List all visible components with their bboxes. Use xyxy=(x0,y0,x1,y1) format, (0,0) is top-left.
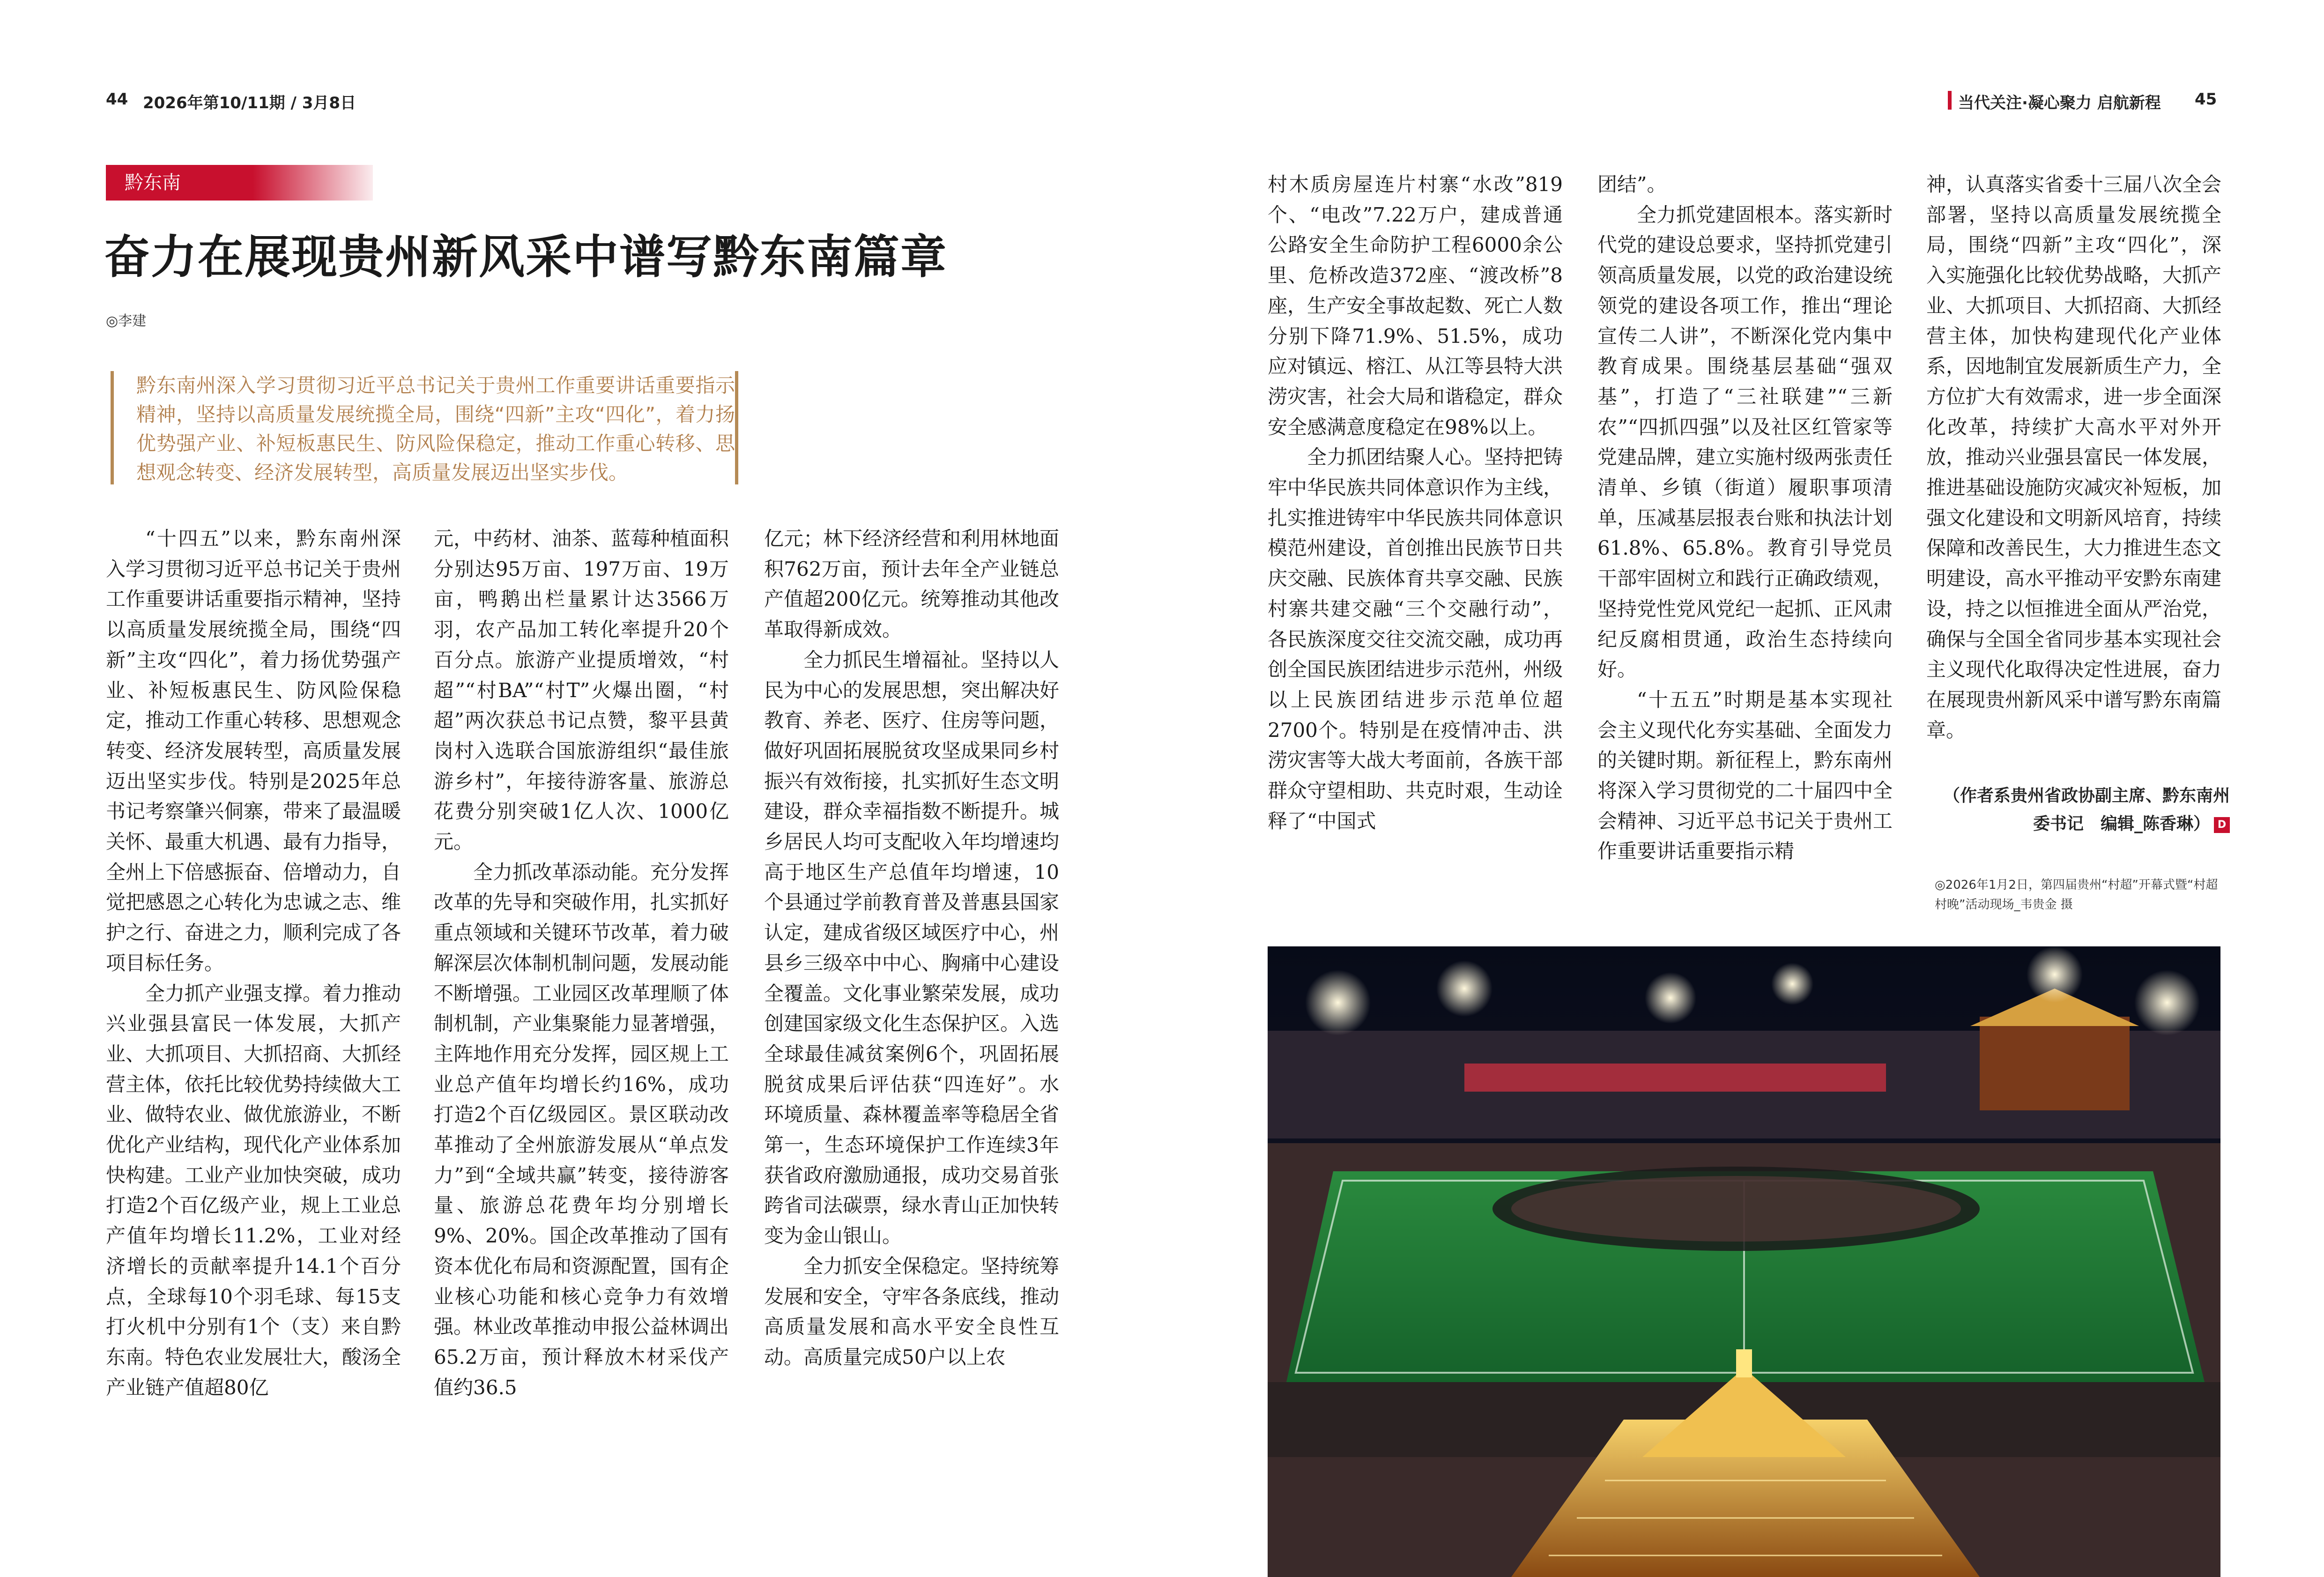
body-column-4 xyxy=(1268,170,1563,929)
paragraph: 全力抓安全保稳定。坚持统筹发展和安全，守牢各条底线，推动高质量发展和高水平安全良性互动。高质量完成50户以上农 xyxy=(764,1254,1060,1369)
body-column-5 xyxy=(1597,170,1893,929)
issue-info: 2026年第10/11期 / 3月8日 xyxy=(143,94,356,112)
right-section-title: 当代关注·凝心聚力 启航新程 xyxy=(1958,94,2161,112)
author: ◎李建 xyxy=(106,313,147,329)
end-mark-icon: D xyxy=(2214,817,2230,833)
stadium-illustration xyxy=(1268,946,2220,1577)
body-column-3 xyxy=(764,524,1059,1559)
photo-caption: ◎2026年1月2日，第四届贵州“村超”开幕式暨“村超村晚”活动现场_韦贵金 摄 xyxy=(1935,878,2218,912)
body-column-1 xyxy=(106,524,401,1559)
night-stadium-photo xyxy=(1268,946,2220,1577)
paragraph: 全力抓党建固根本。落实新时代党的建设总要求，坚持抓党建引领高质量发展，以党的政治建设统领党的建设各项工作，推出“理论宣传二人讲”，不断深化党内集中教育成果。围绕基层基础“强双基”，打造了“三社联建”“三新农”“四抓四强”以及社区红管家等党建品牌，建立实施村级两张责任清单、乡镇（街道）履职事项清单，压减基层报表台账和执法计划61.8%、65.8%。教育引导党员干部牢固树立和践行正确政绩观，坚持党性党风党纪一起抓、正风肃纪反腐相贯通，政治生态持续向好。 xyxy=(1597,203,1893,681)
paragraph: 元，中药材、油茶、蓝莓种植面积分别达95万亩、197万亩、19万亩，鸭鹅出栏量累计达3566万羽，农产品加工转化率提升20个百分点。旅游产业提质增效，“村超”“村BA”“村T”火爆出圈，“村超”两次获总书记点赞，黎平县黄岗村入选联合国旅游组织“最佳旅游乡村”，年接待游客量、旅游总花费分别突破1亿人次、1000亿元。 xyxy=(434,527,729,854)
paragraph: “十五五”时期是基本实现社会主义现代化夯实基础、全面发力的关键时期。新征程上，黔东南州将深入学习贯彻党的二十届四中全会精神、习近平总书记关于贵州工作重要讲话重要指示精 xyxy=(1597,688,1893,863)
paragraph: 神，认真落实省委十三届八次全会部署，坚持以高质量发展统揽全局，围绕“四新”主攻“四化”，深入实施强化比较优势战略，大抓产业、大抓项目、大抓招商、大抓经营主体，加快构建现代化产业体系，因地制宜发展新质生产力，全方位扩大有效需求，进一步全面深化改革，持续扩大高水平对外开放，推动兴业强县富民一体发展，推进基础设施防灾减灾补短板，加强文化建设和文明新风培育，持续保障和改善民生，大力推进生态文明建设，高水平推动平安黔东南建设，持之以恒推进全面从严治党，确保与全国全省同步基本实现社会主义现代化取得决定性进展，奋力在展现贵州新风采中谱写黔东南篇章。 xyxy=(1926,173,2222,742)
paragraph: 全力抓团结聚人心。坚持把铸牢中华民族共同体意识作为主线，扎实推进铸牢中华民族共同体意识模范州建设，首创推出民族节日共庆交融、民族体育共享交融、民族村寨共建交融“三个交融行动”，各民族深度交往交流交融，成功再创全国民族团结进步示范州，州级以上民族团结进步示范单位超2700个。特别是在疫情冲击、洪涝灾害等大战大考面前，各族干部群众守望相助、共克时艰，生动诠释了“中国式 xyxy=(1268,446,1563,833)
left-page-number: 44 xyxy=(106,90,128,109)
byline-text: （作者系贵州省政协副主席、黔东南州委书记 编辑_陈香琳） xyxy=(1943,786,2230,833)
paragraph: 团结”。 xyxy=(1597,173,1667,196)
paragraph: “十四五”以来，黔东南州深入学习贯彻习近平总书记关于贵州工作重要讲话重要指示精神，坚持以高质量发展统揽全局，围绕“四新”主攻“四化”，着力扬优势强产业、补短板惠民生、防风险保稳定，推动工作重心转移、思想观念转变、经济发展转型，高质量发展迈出坚实步伐。特别是2025年总书记考察肇兴侗寨，带来了最温暖关怀、最重大机遇、最有力指导，全州上下倍感振奋、倍增动力，自觉把感恩之心转化为忠诚之志、维护之行、奋进之力，顺利完成了各项目标任务。 xyxy=(106,527,401,974)
section-tag: 黔东南 xyxy=(106,165,373,201)
section-marker xyxy=(1948,91,1952,110)
author-byline xyxy=(1935,781,2230,838)
paragraph: 全力抓民生增福祉。坚持以人民为中心的发展思想，突出解决好教育、养老、医疗、住房等问题，做好巩固拓展脱贫攻坚成果同乡村振兴有效衔接，扎实抓好生态文明建设，群众幸福指数不断提升。城乡居民人均可支配收入年均增速均高于地区生产总值年均增速，10个县通过学前教育普及普惠县国家认定，建成省级区域医疗中心，州县乡三级卒中中心、胸痛中心建设全覆盖。文化事业繁荣发展，成功创建国家级文化生态保护区。入选全球最佳减贫案例6个，巩固拓展脱贫成果后评估获“四连好”。水环境质量、森林覆盖率等稳居全省第一，生态环境保护工作连续3年获省政府激励通报，成功交易首张跨省司法碳票，绿水青山正加快转变为金山银山。 xyxy=(764,648,1060,1248)
paragraph: 全力抓改革添动能。充分发挥改革的先导和突破作用，扎实抓好重点领域和关键环节改革，着力破解深层次体制机制问题，发展动能不断增强。工业园区改革理顺了体制机制，产业集聚能力显著增强，主阵地作用充分发挥，园区规上工业总产值年均增长约16%，成功打造2个百亿级园区。景区联动改革推动了全州旅游发展从“单点发力”到“全域共赢”转变，接待游客量、旅游总花费年均分别增长9%、20%。国企改革推动了国有资本优化布局和资源配置，国有企业核心功能和核心竞争力有效增强。林业改革推动申报公益林调出65.2万亩，预计释放木材采伐产值约36.5 xyxy=(434,860,729,1399)
paragraph: 亿元；林下经济经营和利用林地面积762万亩，预计去年全产业链总产值超200亿元。统筹推动其他改革取得新成效。 xyxy=(764,527,1060,641)
article-title: 奋力在展现贵州新风采中谱写黔东南篇章 xyxy=(104,230,948,284)
right-page-number: 45 xyxy=(2195,90,2217,109)
abstract: 黔东南州深入学习贯彻习近平总书记关于贵州工作重要讲话重要指示精神，坚持以高质量发展统揽全局，围绕“四新”主攻“四化”，着力扬优势强产业、补短板惠民生、防风险保稳定，推动工作重心转移、思想观念转变、经济发展转型，高质量发展迈出坚实步伐。 xyxy=(111,371,738,484)
body-column-6 xyxy=(1926,170,2221,774)
body-column-2 xyxy=(434,524,729,1559)
paragraph: 村木质房屋连片村寨“水改”819个、“电改”7.22万户，建成普通公路安全生命防护工程6000余公里、危桥改造372座、“渡改桥”8座，生产安全事故起数、死亡人数分别下降71.9%、51.5%，成功应对镇远、榕江、从江等县特大洪涝灾害，社会大局和谐稳定，群众安全感满意度稳定在98%以上。 xyxy=(1268,173,1563,439)
paragraph: 全力抓产业强支撑。着力推动兴业强县富民一体发展，大抓产业、大抓项目、大抓招商、大抓经营主体，依托比较优势持续做大工业、做特农业、做优旅游业，不断优化产业结构，现代化产业体系加快构建。工业产业加快突破，成功打造2个百亿级产业，规上工业总产值年均增长11.2%，工业对经济增长的贡献率提升14.1个百分点，全球每10个羽毛球、每15支打火机中分别有1个（支）来自黔东南。特色农业发展壮大，酸汤全产业链产值超80亿 xyxy=(106,982,401,1399)
